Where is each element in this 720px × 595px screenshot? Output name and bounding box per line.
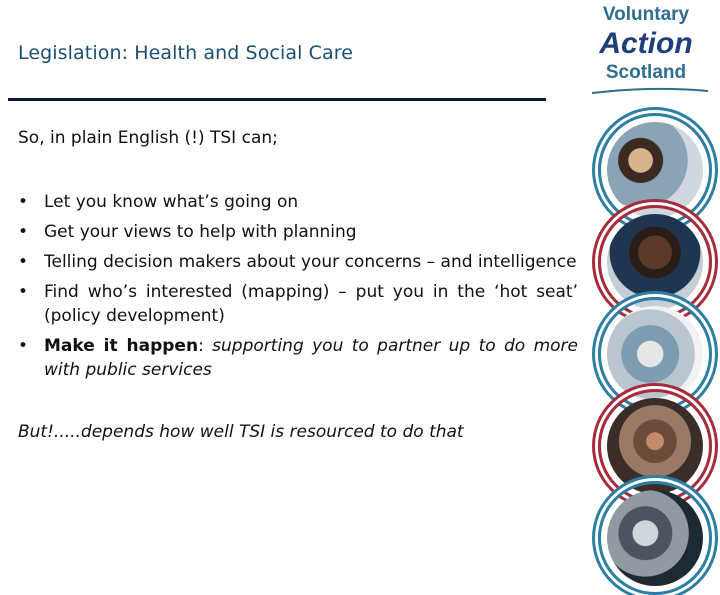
bullet-icon: •: [18, 222, 29, 242]
bullet-text: Telling decision makers about your concerns – and intelligence: [44, 252, 577, 272]
bullet-text: Get your views to help with planning: [44, 222, 357, 242]
logo-line-1: Voluntary: [602, 4, 690, 25]
intro-text: So, in plain English (!) TSI can;: [18, 128, 278, 148]
bullet-italic-text: supporting you to partner up to do more with public services: [44, 336, 578, 380]
bullet-item: [18, 190, 578, 214]
bullet-bold-text: Make it happen: [44, 336, 199, 356]
voluntary-action-scotland-logo: [586, 4, 706, 84]
bullet-icon: •: [18, 192, 29, 212]
bullet-icon: •: [18, 282, 29, 302]
slide-body: [18, 126, 578, 461]
title-underline: [8, 98, 546, 101]
photo-column: [590, 105, 715, 540]
bullet-item: [18, 280, 578, 328]
logo-line-2: Action: [599, 27, 693, 60]
bullet-item: [18, 334, 578, 382]
bullet-text: Find who’s interested (mapping) – put you in the ‘hot seat’ (policy development): [44, 282, 578, 326]
slide-title: Legislation: Health and Social Care: [18, 42, 354, 64]
logo-line-3: Scotland: [605, 62, 687, 83]
bullet-icon: •: [18, 336, 29, 356]
photo-circle-group-meeting: [598, 481, 712, 595]
outro-text: But!.....depends how well TSI is resourced to do that: [18, 422, 464, 442]
bullet-separator: :: [198, 336, 213, 356]
bullet-icon: •: [18, 252, 29, 272]
bullet-list: [18, 190, 578, 382]
logo-swoosh-icon: [590, 86, 710, 96]
bullet-item: [18, 220, 578, 244]
bullet-item: [18, 250, 578, 274]
bullet-text: Let you know what’s going on: [44, 192, 299, 212]
